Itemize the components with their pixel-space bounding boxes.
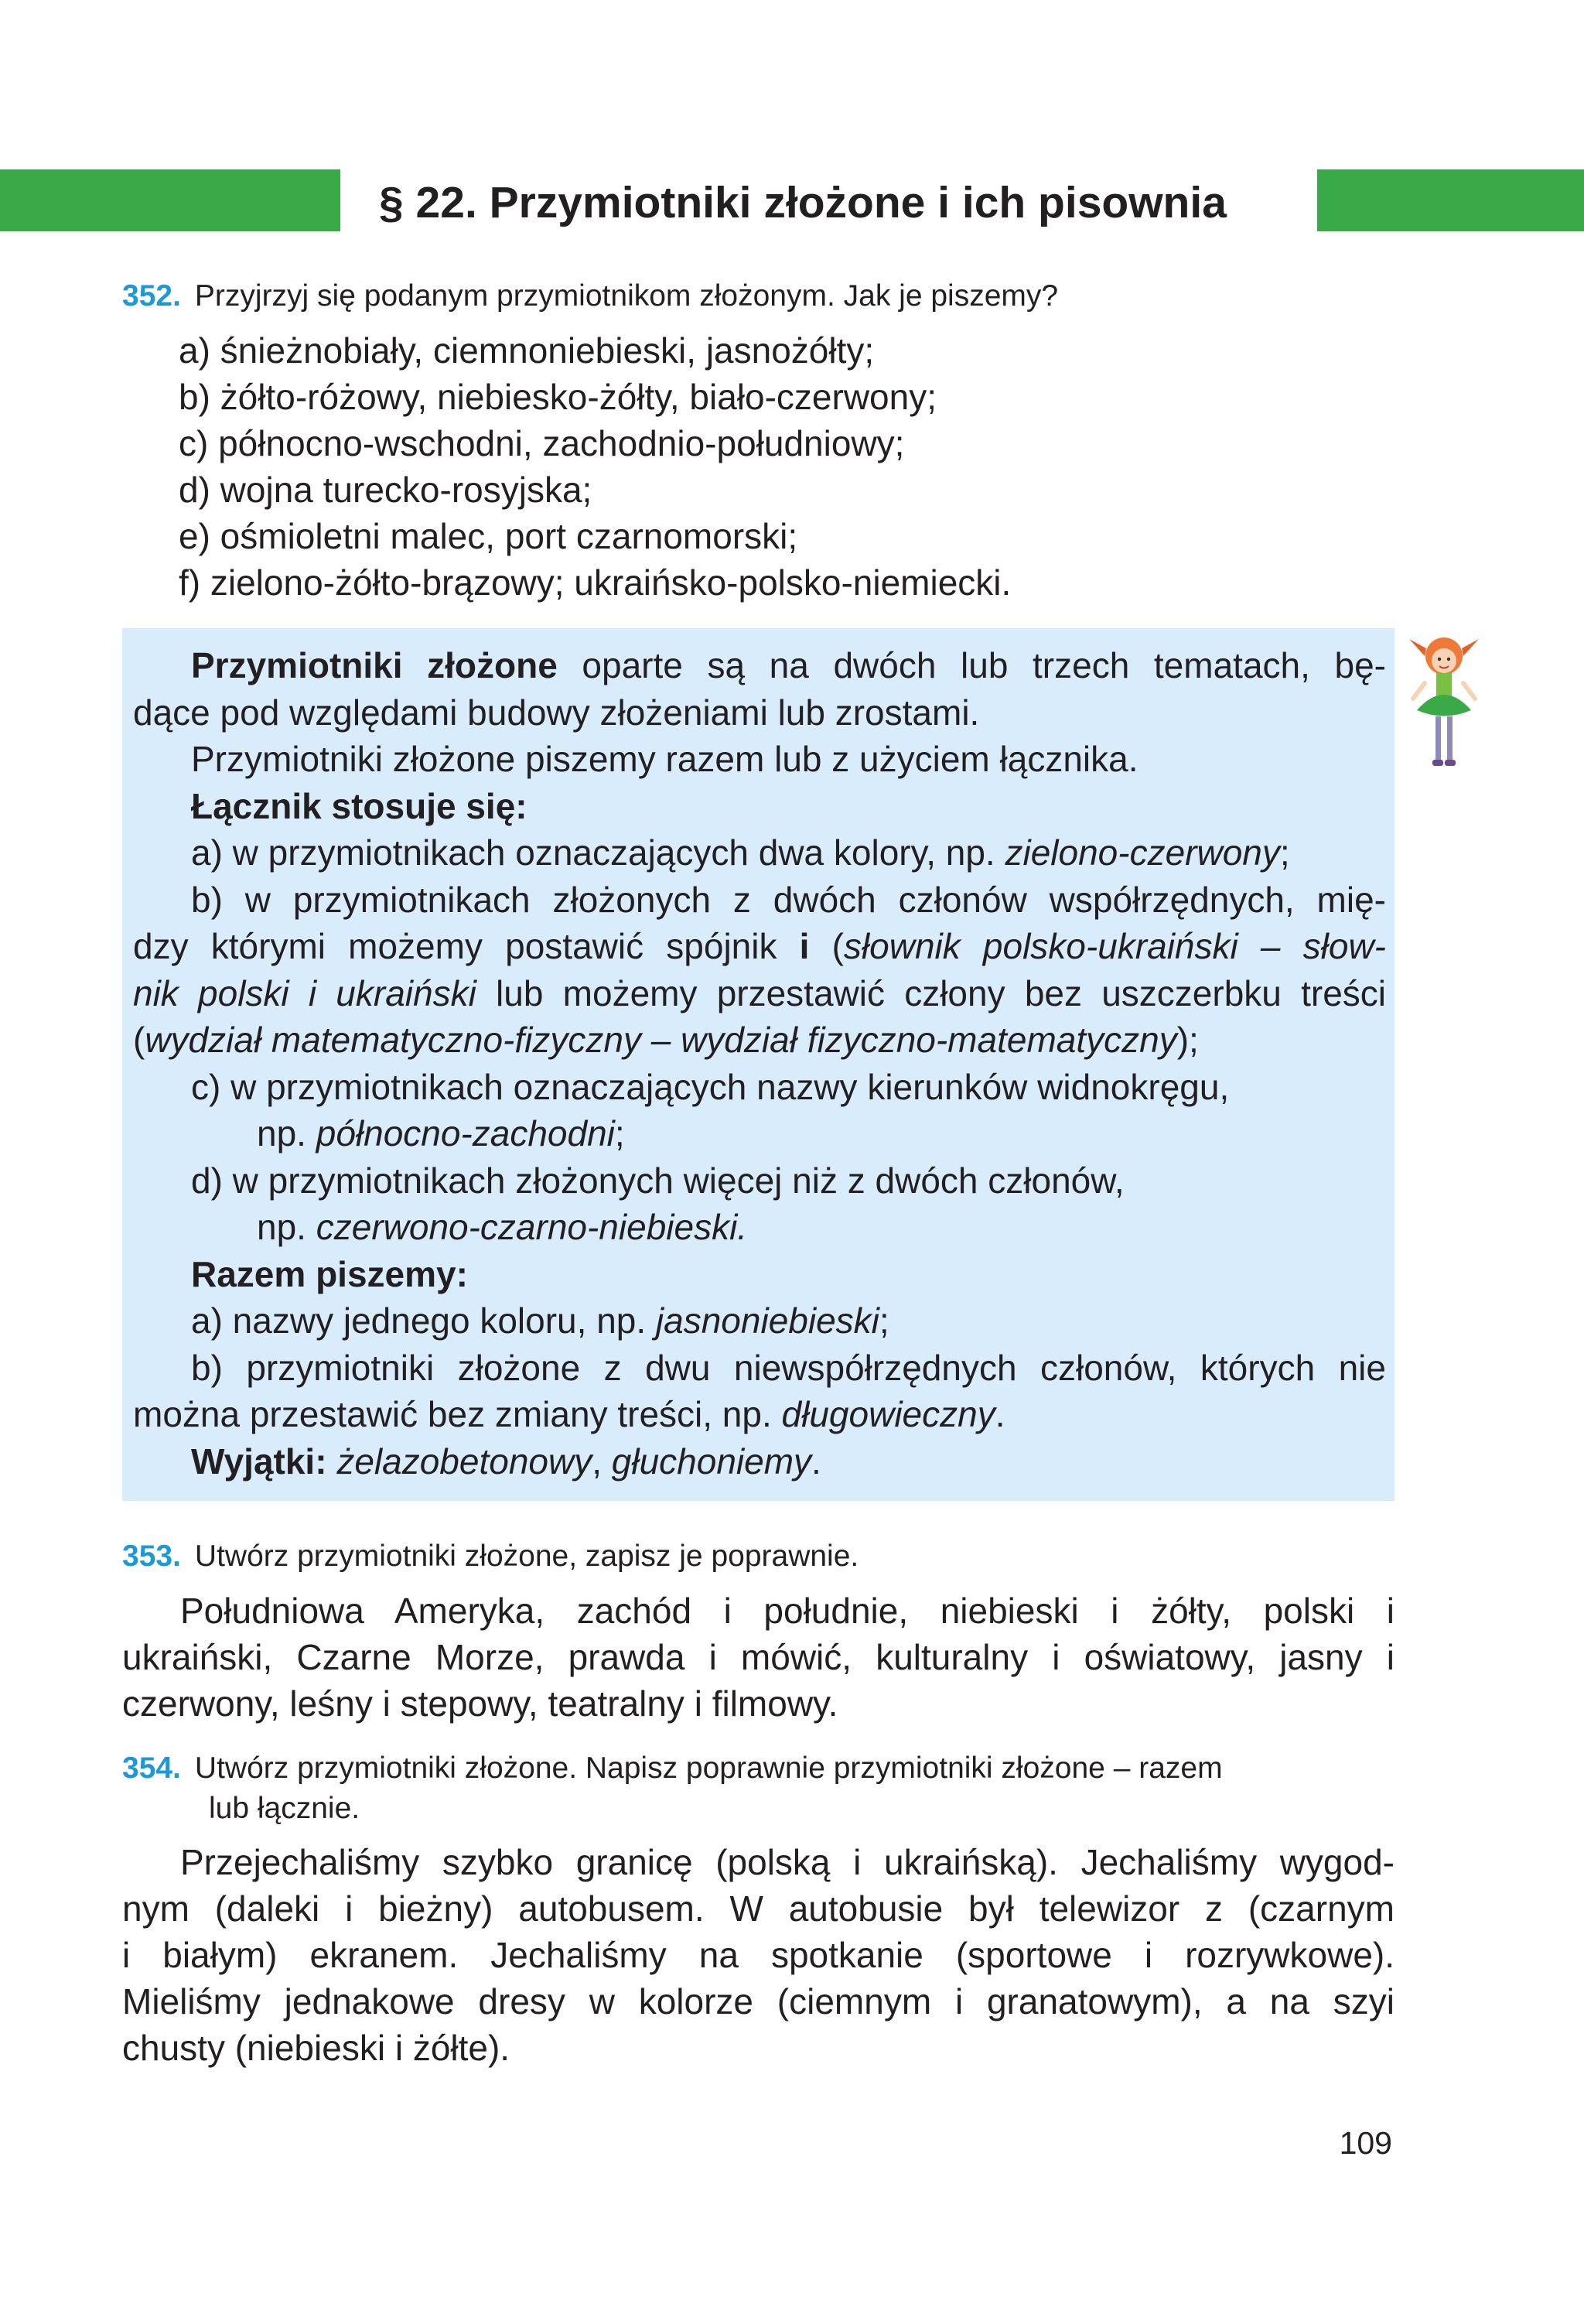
text-line: ukraiński, Czarne Morze, prawda i mówić, kulturalny i oświatowy, jasny i — [122, 1637, 1395, 1677]
list-item: e) ośmioletni malec, port czarnomorski; — [179, 516, 798, 556]
exercise-instruction: Utwórz przymiotniki złożone. Napisz poprawnie przymiotniki złożone – razem — [194, 1752, 1223, 1785]
text-line: nym (daleki i bieżny) autobusem. W autobusie był telewizor z (czarnym — [122, 1888, 1395, 1929]
rule-line: dzy którymi możemy postawić spójnik i (słownik polsko-ukraiński – słow- — [133, 926, 1386, 966]
rule-line: dące pod względami budowy złożeniami lub zrostami. — [133, 692, 980, 733]
exercise-352-list — [179, 327, 1011, 606]
list-item: a) śnieżnobiały, ciemnoniebieski, jasnożółty; — [179, 330, 875, 371]
text-line: Przejechaliśmy szybko granicę (polską i ukraińską). Jechaliśmy wygod- — [180, 1842, 1395, 1882]
rule-text — [133, 642, 1386, 1485]
list-item: c) północno-wschodni, zachodnio-południowy; — [179, 423, 905, 463]
exercise-353-text — [122, 1587, 1395, 1727]
text-line: czerwony, leśny i stepowy, teatralny i filmowy. — [122, 1683, 838, 1724]
exercise-353-heading — [122, 1533, 859, 1580]
rule-line: np. czerwono-czarno-niebieski. — [257, 1207, 748, 1247]
rule-line: nik polski i ukraiński lub możemy przestawić człony bez uszczerbku treści — [133, 972, 1386, 1013]
header-bar-left — [0, 169, 340, 231]
rule-line: Przymiotniki złożone piszemy razem lub z użyciem łącznika. — [191, 739, 1138, 779]
rule-line: (wydział matematyczno-fizyczny – wydział fizyczno-matematyczny); — [133, 1020, 1199, 1060]
girl-illustration — [1401, 625, 1487, 780]
page-number: 109 — [1339, 2125, 1392, 2161]
rule-line: Przymiotniki złożone oparte są na dwóch lub trzech tematach, bę- — [191, 645, 1386, 685]
text-line: Mieliśmy jednakowe dresy w kolorze (ciemnym i granatowym), a na szyi — [122, 1981, 1395, 2022]
rule-line: Łącznik stosuje się: — [191, 785, 527, 826]
exercise-number: 354. — [122, 1752, 181, 1785]
exercise-number: 352. — [122, 279, 181, 313]
exercise-number: 353. — [122, 1540, 181, 1573]
header-bar-right — [1317, 169, 1584, 231]
rule-line: np. północno-zachodni; — [257, 1113, 625, 1153]
list-item: d) wojna turecko-rosyjska; — [179, 470, 592, 510]
exercise-354-heading — [122, 1745, 1223, 1792]
text-line: Południowa Ameryka, zachód i południe, niebieski i żółty, polski i — [180, 1591, 1395, 1631]
exercise-354-text — [122, 1839, 1395, 2071]
text-line: i białym) ekranem. Jechaliśmy na spotkanie (sportowe i rozrywkowe). — [122, 1935, 1395, 1975]
rule-line: d) w przymiotnikach złożonych więcej niż z dwóch członów, — [191, 1160, 1125, 1201]
rule-line: a) nazwy jednego koloru, np. jasnoniebieski; — [191, 1300, 889, 1341]
rule-line: Wyjątki: żelazobetonowy, głuchoniemy. — [191, 1441, 821, 1482]
exercise-354-heading-cont: lub łącznie. — [209, 1792, 360, 1825]
rule-line: można przestawić bez zmiany treści, np. długowieczny. — [133, 1394, 1005, 1434]
section-title: § 22. Przymiotniki złożone i ich pisownia — [379, 178, 1227, 227]
rule-line: a) w przymiotnikach oznaczających dwa kolory, np. zielono-czerwony; — [191, 832, 1290, 873]
rule-line: b) w przymiotnikach złożonych z dwóch członów współrzędnych, mię- — [191, 879, 1386, 920]
text-line: chusty (niebieski i żółte). — [122, 2028, 510, 2068]
list-item: b) żółto-różowy, niebiesko-żółty, biało-czerwony; — [179, 377, 937, 417]
rule-line: c) w przymiotnikach oznaczających nazwy kierunków widnokręgu, — [191, 1066, 1230, 1107]
exercise-352-heading — [122, 273, 1058, 320]
exercise-instruction: Przyjrzyj się podanym przymiotnikom złożonym. Jak je piszemy? — [194, 279, 1059, 313]
exercise-instruction: Utwórz przymiotniki złożone, zapisz je poprawnie. — [194, 1540, 859, 1573]
rule-line: b) przymiotniki złożone z dwu niewspółrzędnych członów, których nie — [191, 1347, 1386, 1388]
rule-line: Razem piszemy: — [191, 1253, 468, 1294]
list-item: f) zielono-żółto-brązowy; ukraińsko-polsko-niemiecki. — [179, 562, 1012, 603]
